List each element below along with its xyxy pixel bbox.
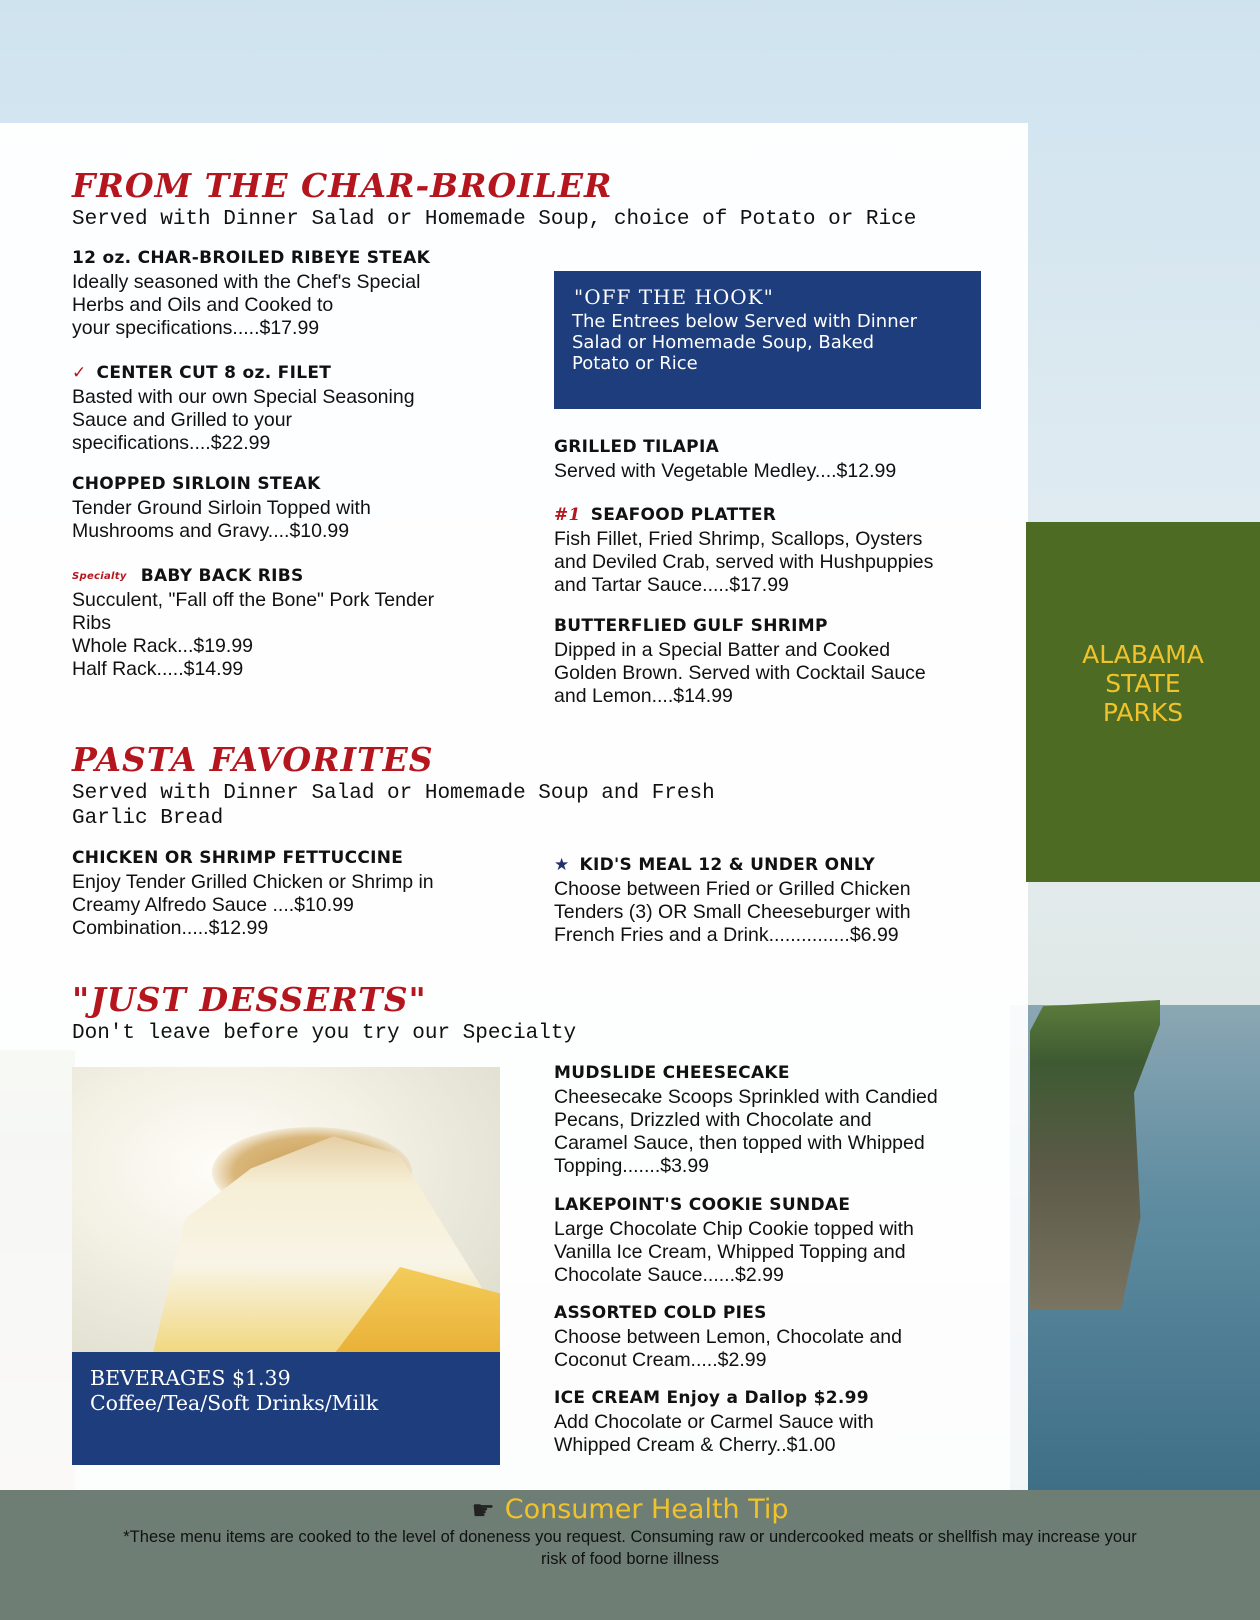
item-desc: Succulent, "Fall off the Bone" Pork Tender Ribs Whole Rack...$19.99 Half Rack.....$14.99 <box>72 589 435 680</box>
item-desc: Basted with our own Special Seasoning Sauce and Grilled to your specifications....$22.99 <box>72 386 415 454</box>
item-name: MUDSLIDE CHEESECAKE <box>554 1063 790 1083</box>
item-name: SEAFOOD PLATTER <box>590 505 777 525</box>
item-desc: Choose between Fried or Grilled Chicken Tenders (3) OR Small Cheeseburger with French Fries and a Drink...............$6.99 <box>554 878 911 946</box>
star-icon: ★ <box>554 855 570 875</box>
menu-item-fettuccine <box>72 848 532 940</box>
char-broiler-subtitle: Served with Dinner Salad or Homemade Soup, choice of Potato or Rice <box>72 208 917 231</box>
off-the-hook-box <box>554 271 981 409</box>
pointing-hand-icon: ☛ <box>471 1494 495 1525</box>
item-desc: Served with Vegetable Medley....$12.99 <box>554 460 897 482</box>
pasta-title: PASTA FAVORITES <box>72 740 434 779</box>
off-the-hook-desc: The Entrees below Served with Dinner Salad or Homemade Soup, Baked Potato or Rice <box>572 311 918 374</box>
desserts-title: "JUST DESSERTS" <box>72 980 427 1019</box>
specialty-mark: Specialty <box>72 570 127 582</box>
item-name: GRILLED TILAPIA <box>554 437 720 457</box>
pasta-subtitle: Served with Dinner Salad or Homemade Soup and Fresh Garlic Bread <box>72 782 715 830</box>
item-desc: Ideally seasoned with the Chef's Special Herbs and Oils and Cooked to your specifications.....$17.99 <box>72 271 421 339</box>
item-desc: Tender Ground Sirloin Topped with Mushrooms and Gravy....$10.99 <box>72 497 371 542</box>
consumer-health-footer <box>0 1490 1260 1620</box>
parks-text: ALABAMA STATE PARKS <box>1082 640 1204 727</box>
char-broiler-title: FROM THE CHAR-BROILER <box>72 166 613 205</box>
footer-disclaimer: *These menu items are cooked to the level of doneness you request. Consuming raw or undercooked meats or shellfish may increase your risk of food borne illness <box>123 1528 1137 1568</box>
item-name: BABY BACK RIBS <box>140 566 304 586</box>
beverages-list: Coffee/Tea/Soft Drinks/Milk <box>90 1391 379 1415</box>
menu-item-ice-cream <box>554 1388 1014 1457</box>
menu-item-mudslide-cheesecake <box>554 1063 1014 1178</box>
menu-item-ribeye <box>72 248 512 340</box>
item-name: ASSORTED COLD PIES <box>554 1303 767 1323</box>
check-icon: ✓ <box>72 363 87 383</box>
menu-item-sirloin <box>72 474 512 543</box>
menu-item-cold-pies <box>554 1303 1014 1372</box>
item-desc: Large Chocolate Chip Cookie topped with Vanilla Ice Cream, Whipped Topping and Chocolate Sauce......$2.99 <box>554 1218 914 1286</box>
footer-title: Consumer Health Tip <box>504 1494 789 1525</box>
dessert-photo <box>72 1067 500 1352</box>
menu-item-gulf-shrimp <box>554 616 1004 708</box>
menu-item-filet <box>72 363 512 455</box>
item-name: CENTER CUT 8 oz. FILET <box>96 363 332 383</box>
alabama-state-parks-badge <box>1026 522 1260 882</box>
desserts-subtitle: Don't leave before you try our Specialty <box>72 1022 577 1045</box>
item-name: KID'S MEAL 12 & UNDER ONLY <box>579 855 876 875</box>
item-name: ICE CREAM Enjoy a Dallop $2.99 <box>554 1388 869 1408</box>
item-desc: Choose between Lemon, Chocolate and Coconut Cream.....$2.99 <box>554 1326 902 1371</box>
item-name: CHOPPED SIRLOIN STEAK <box>72 474 321 494</box>
item-name: LAKEPOINT'S COOKIE SUNDAE <box>554 1195 851 1215</box>
item-name: CHICKEN OR SHRIMP FETTUCCINE <box>72 848 404 868</box>
menu-item-cookie-sundae <box>554 1195 1014 1287</box>
off-the-hook-title: "OFF THE HOOK" <box>574 285 774 309</box>
item-desc: Enjoy Tender Grilled Chicken or Shrimp in Creamy Alfredo Sauce ....$10.99 Combination.....$12.99 <box>72 871 434 939</box>
menu-item-kids-meal <box>554 855 1004 947</box>
item-desc: Fish Fillet, Fried Shrimp, Scallops, Oysters and Deviled Crab, served with Hushpuppies and Tartar Sauce.....$17.99 <box>554 528 934 596</box>
item-desc: Dipped in a Special Batter and Cooked Golden Brown. Served with Cocktail Sauce and Lemon....$14.99 <box>554 639 926 707</box>
beverages-box <box>72 1352 500 1465</box>
item-name: BUTTERFLIED GULF SHRIMP <box>554 616 828 636</box>
item-desc: Add Chocolate or Carmel Sauce with Whipped Cream & Cherry..$1.00 <box>554 1411 874 1456</box>
number-one-badge: #1 <box>554 505 581 525</box>
beverages-price: BEVERAGES $1.39 <box>90 1366 291 1390</box>
menu-item-ribs <box>72 566 532 681</box>
menu-item-seafood-platter <box>554 505 1004 597</box>
item-desc: Cheesecake Scoops Sprinkled with Candied Pecans, Drizzled with Chocolate and Caramel Sauce, then topped with Whipped Topping.......$3.99 <box>554 1086 938 1177</box>
menu-item-tilapia <box>554 437 994 483</box>
item-name: 12 oz. CHAR-BROILED RIBEYE STEAK <box>72 248 431 268</box>
